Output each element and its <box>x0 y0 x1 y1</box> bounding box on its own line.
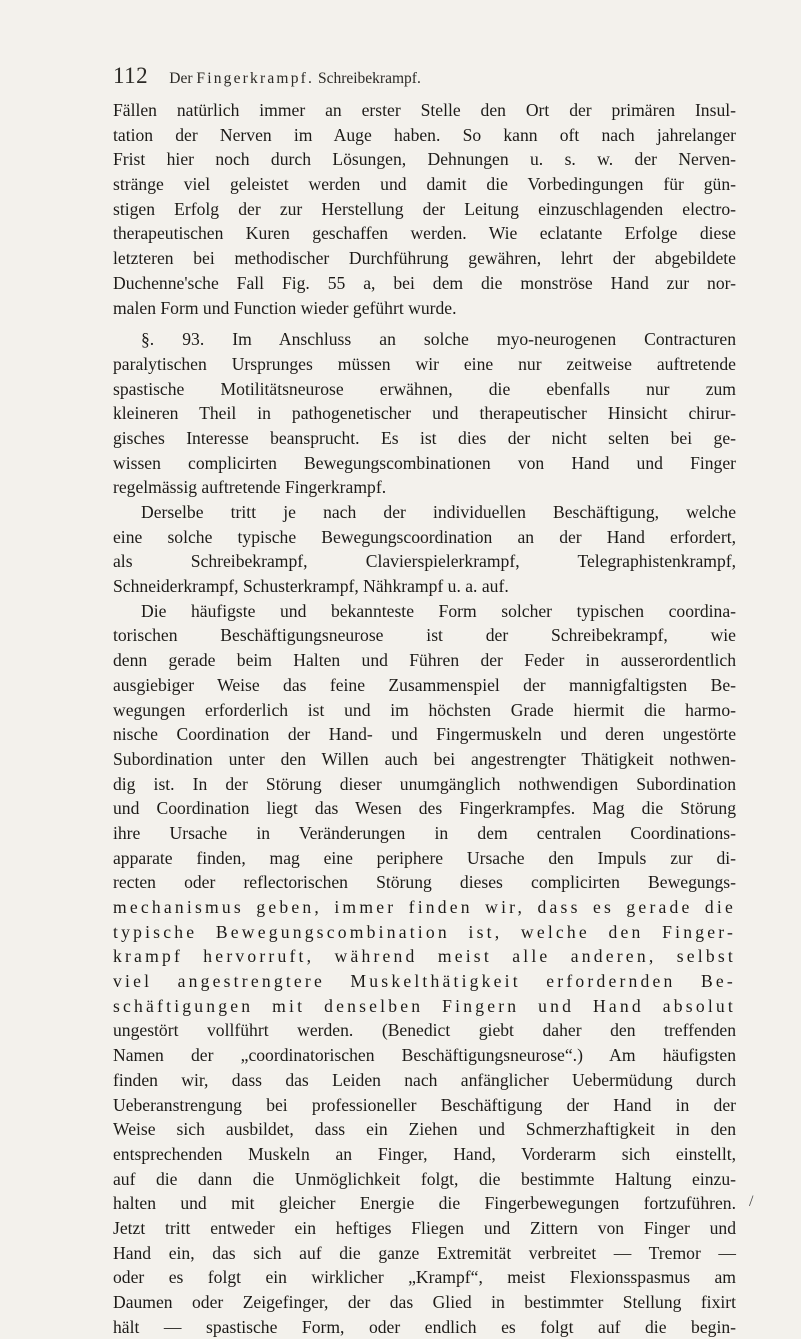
margin-mark: / <box>749 1193 754 1210</box>
text-line: malen Form und Function wieder geführt wurde. <box>113 297 457 318</box>
text-line: Die häufigste und bekannteste Form solcher typischen coordina- <box>141 600 736 621</box>
text-line: Namen der „coordinatorischen Beschäftigungsneurose“.) Am häufigsten <box>113 1045 736 1066</box>
text-line: entsprechenden Muskeln an Finger, Hand, Vorderarm sich einstellt, <box>113 1143 736 1164</box>
body-text <box>113 98 736 1339</box>
text-line: hält — spastische Form, oder endlich es folgt auf die begin- <box>113 1316 736 1337</box>
text-line-spaced: krampf hervorruft, während meist alle anderen, selbst <box>113 946 736 967</box>
text-line: Duchenne'sche Fall Fig. 55 a, bei dem die monströse Hand zur nor- <box>113 272 736 293</box>
text-line: apparate finden, mag eine periphere Ursache den Impuls zur di- <box>113 847 736 868</box>
text-line: finden wir, dass das Leiden nach anfänglicher Uebermüdung durch <box>113 1069 736 1090</box>
text-line: wegungen erforderlich ist und im höchsten Grade hiermit die harmo- <box>113 699 736 720</box>
text-line: Schneiderkrampf, Schusterkrampf, Nähkrampf u. a. auf. <box>113 576 509 597</box>
text-line-spaced: schäftigungen mit denselben Fingern und Hand absolut <box>113 995 736 1016</box>
text-line: als Schreibekrampf, Clavierspielerkrampf, Telegraphistenkrampf, <box>113 551 736 572</box>
page-number: 112 <box>113 63 149 88</box>
text-line: kleineren Theil in pathogenetischer und therapeutischer Hinsicht chirur- <box>113 403 736 424</box>
text-line: regelmässig auftretende Fingerkrampf. <box>113 477 387 498</box>
text-line: halten und mit gleicher Energie die Fingerbewegungen fortzuführen. <box>113 1193 736 1214</box>
text-line: Fällen natürlich immer an erster Stelle den Ort der primären Insul- <box>113 100 736 120</box>
text-line: eine solche typische Bewegungscoordination an der Hand erfordert, <box>113 526 736 547</box>
text-line: gisches Interesse beansprucht. Es ist dies der nicht selten bei ge- <box>113 427 736 448</box>
section-start: §. 93. Im Anschluss an solche myo-neurogenen Contracturen <box>141 329 736 350</box>
text-line: Weise sich ausbildet, dass ein Ziehen und Schmerzhaftigkeit in den <box>113 1119 736 1140</box>
text-line-spaced: viel angestrengtere Muskelthätigkeit erfordernden Be- <box>113 971 736 992</box>
text-line: stigen Erfolg der zur Herstellung der Leitung einzuschlagenden electro- <box>113 198 736 219</box>
text-line: Daumen oder Zeigefinger, der das Glied in bestimmter Stellung fixirt <box>113 1292 736 1312</box>
text-line: wissen complicirten Bewegungscombinationen von Hand und Finger <box>113 452 736 473</box>
text-line: nische Coordination der Hand- und Fingermuskeln und deren ungestörte <box>113 724 736 745</box>
text-line: und Coordination liegt das Wesen des Fingerkrampfes. Mag die Störung <box>113 798 736 819</box>
text-line: paralytischen Ursprunges müssen wir eine nur zeitweise auftretende <box>113 353 736 374</box>
text-line: Jetzt tritt entweder ein heftiges Fliegen und Zittern von Finger und <box>113 1217 736 1238</box>
text-line: torischen Beschäftigungsneurose ist der Schreibekrampf, wie <box>113 625 736 646</box>
text-line: dig ist. In der Störung dieser unumgänglich nothwendigen Subordination <box>113 773 736 794</box>
text-line: ihre Ursache in Veränderungen in dem centralen Coordinations- <box>113 822 736 843</box>
text-line: ausgiebiger Weise das feine Zusammenspiel der mannigfaltigsten Be- <box>113 674 736 695</box>
running-title: Der Fingerkrampf. Schreibekrampf. <box>169 70 421 87</box>
page-header <box>113 63 733 99</box>
text-line: Ueberanstrengung bei professioneller Beschäftigung der Hand in der <box>113 1094 736 1115</box>
text-line: tation der Nerven im Auge haben. So kann oft nach jahrelanger <box>113 124 736 145</box>
text-line: Frist hier noch durch Lösungen, Dehnungen u. s. w. der Nerven- <box>113 149 736 170</box>
text-line: Derselbe tritt je nach der individuellen Beschäftigung, welche <box>141 502 736 522</box>
text-line-spaced: mechanismus geben, immer finden wir, dass es gerade die <box>113 897 736 917</box>
text-line: ungestört vollführt werden. (Benedict giebt daher den treffenden <box>113 1020 736 1041</box>
text-line: auf die dann die Unmöglichkeit folgt, die bestimmte Haltung einzu- <box>113 1168 736 1189</box>
text-line: Subordination unter den Willen auch bei angestrengter Thätigkeit nothwen- <box>113 748 736 769</box>
text-line: Hand ein, das sich auf die ganze Extremität verbreitet — Tremor — <box>113 1242 736 1263</box>
text-line: denn gerade beim Halten und Führen der Feder in ausserordentlich <box>113 650 736 671</box>
text-line: recten oder reflectorischen Störung dieses complicirten Bewegungs- <box>113 872 736 893</box>
text-line: stränge viel geleistet werden und damit die Vorbedingungen für gün- <box>113 174 736 195</box>
text-line: therapeutischen Kuren geschaffen werden. Wie eclatante Erfolge diese <box>113 223 736 244</box>
text-line: oder es folgt ein wirklicher „Krampf“, meist Flexionsspasmus am <box>113 1267 736 1288</box>
text-line: spastische Motilitätsneurose erwähnen, die ebenfalls nur zum <box>113 378 736 399</box>
text-line: letzteren bei methodischer Durchführung gewähren, lehrt der abgebildete <box>113 248 736 269</box>
text-line-spaced: typische Bewegungscombination ist, welche den Finger- <box>113 921 736 942</box>
